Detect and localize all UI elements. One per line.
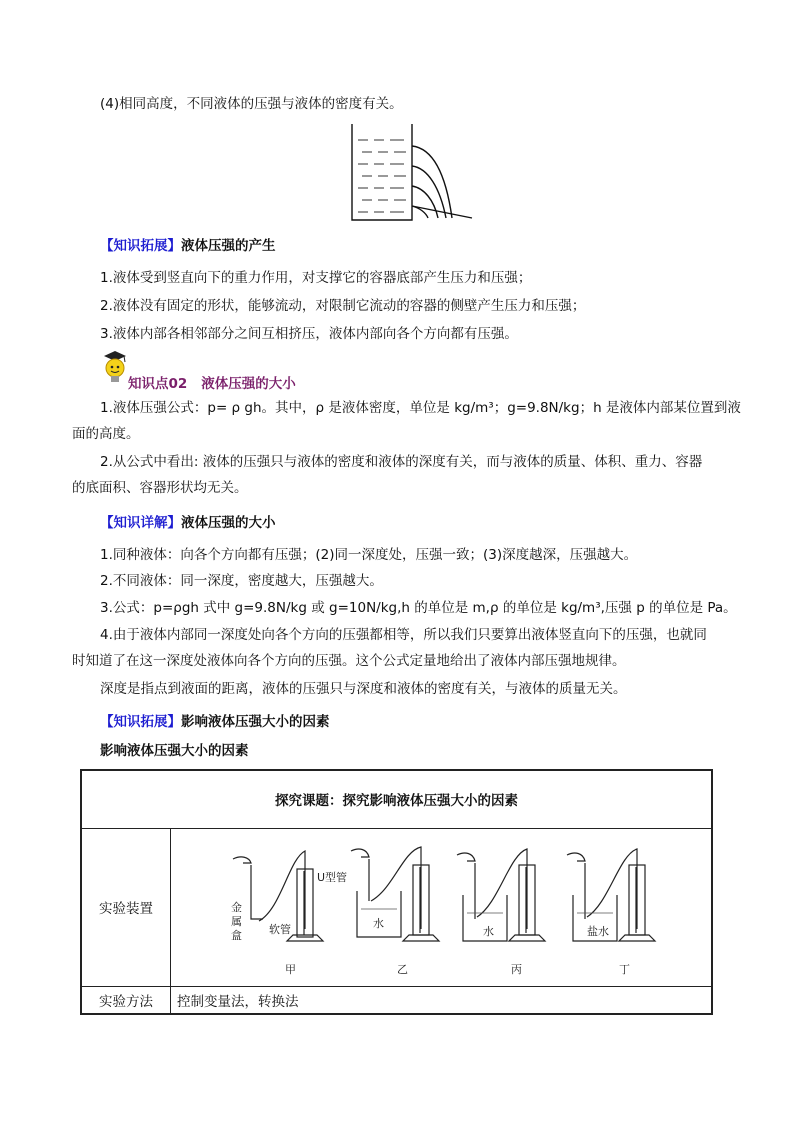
ext2-title: 影响液体压强大小的因素: [181, 714, 330, 730]
experiment-table: [80, 769, 713, 1015]
kp2-p1-line2: 面的高度。: [72, 426, 140, 442]
kp2-p1-line1: 1.液体压强公式：p= ρ gh。其中，ρ 是液体密度，单位是 kg/m³；g=9.8N/kg；h 是液体内部某位置到液: [100, 400, 741, 416]
apparatus-cell: [171, 828, 713, 986]
ext2-tag: 【知识拓展】: [100, 714, 181, 730]
detail-line-4a: 4.由于液体内部同一深度处向各个方向的压强都相等，所以我们只要算出液体竖直向下的压强，也就同: [100, 627, 707, 643]
caption-bing: 丙: [511, 963, 522, 976]
hand-1: [233, 857, 251, 863]
detail-title: 液体压强的大小: [181, 515, 276, 531]
kp2-p2-line2: 的底面积、容器形状均无关。: [72, 480, 248, 496]
ext1-heading: [100, 236, 276, 256]
apparatus-figure: [171, 829, 711, 985]
detail-heading: [100, 513, 276, 533]
label-metal-3: 盒: [231, 929, 242, 942]
ext1-item-3: 3.液体内部各相邻部分之间互相挤压，液体内部向各个方向都有压强。: [100, 326, 518, 342]
caption-yi: 乙: [397, 963, 408, 976]
ext1-title: 液体压强的产生: [181, 238, 276, 254]
label-water-yi: 水: [373, 917, 384, 930]
detail-line-1: 1.同种液体：向各个方向都有压强；(2)同一深度处，压强一致；(3)深度越深，压强越大。: [100, 547, 638, 563]
table-heading: 探究课题：探究影响液体压强大小的因素: [81, 770, 712, 828]
beaker-figure: [340, 118, 480, 228]
kp-name: 液体压强的大小: [201, 376, 296, 392]
paragraph-item4: (4)相同高度，不同液体的压强与液体的密度有关。: [100, 96, 403, 112]
ext2-subtitle: 影响液体压强大小的因素: [100, 743, 249, 759]
caption-ding: 丁: [619, 963, 630, 976]
detail-line-2: 2.不同液体：同一深度，密度越大，压强越大。: [100, 573, 383, 589]
ext1-item-2: 2.液体没有固定的形状，能够流动，对限制它流动的容器的侧壁产生压力和压强；: [100, 298, 586, 314]
detail-line-4b: 时知道了在这一深度处液体向各个方向的压强。这个公式定量地给出了液体内部压强地规律。: [72, 653, 626, 669]
ext2-heading: [100, 712, 330, 732]
caption-jia: 甲: [285, 963, 296, 976]
ext1-tag: 【知识拓展】: [100, 238, 181, 254]
detail-line-3: 3.公式：p=ρgh 式中 g=9.8N/kg 或 g=10N/kg,h 的单位是 m,ρ 的单位是 kg/m³,压强 p 的单位是 Pa。: [100, 600, 737, 616]
label-water-bing: 水: [483, 925, 494, 938]
label-metal-2: 属: [231, 915, 242, 928]
detail-tag: 【知识详解】: [100, 515, 181, 531]
kp2-p2-line1: 2.从公式中看出: 液体的压强只与液体的密度和液体的深度有关，而与液体的质量、体积、重力、容器: [100, 454, 703, 470]
knowledge-point-title: [128, 372, 296, 392]
row-label-method: 实验方法: [81, 986, 171, 1014]
label-salt-water: 盐水: [587, 925, 609, 938]
kp-number: 知识点02: [128, 376, 188, 392]
method-value: 控制变量法，转换法: [171, 986, 713, 1014]
label-hose: 软管: [269, 923, 291, 936]
row-label-apparatus: 实验装置: [81, 828, 171, 986]
label-metal-1: 金: [231, 901, 242, 914]
detail-line-5: 深度是指点到液面的距离，液体的压强只与深度和液体的密度有关，与液体的质量无关。: [100, 681, 627, 697]
ext1-item-1: 1.液体受到竖直向下的重力作用，对支撑它的容器底部产生压力和压强；: [100, 270, 532, 286]
lightbulb-icon: [100, 348, 130, 386]
label-u-tube: U型管: [317, 871, 348, 884]
